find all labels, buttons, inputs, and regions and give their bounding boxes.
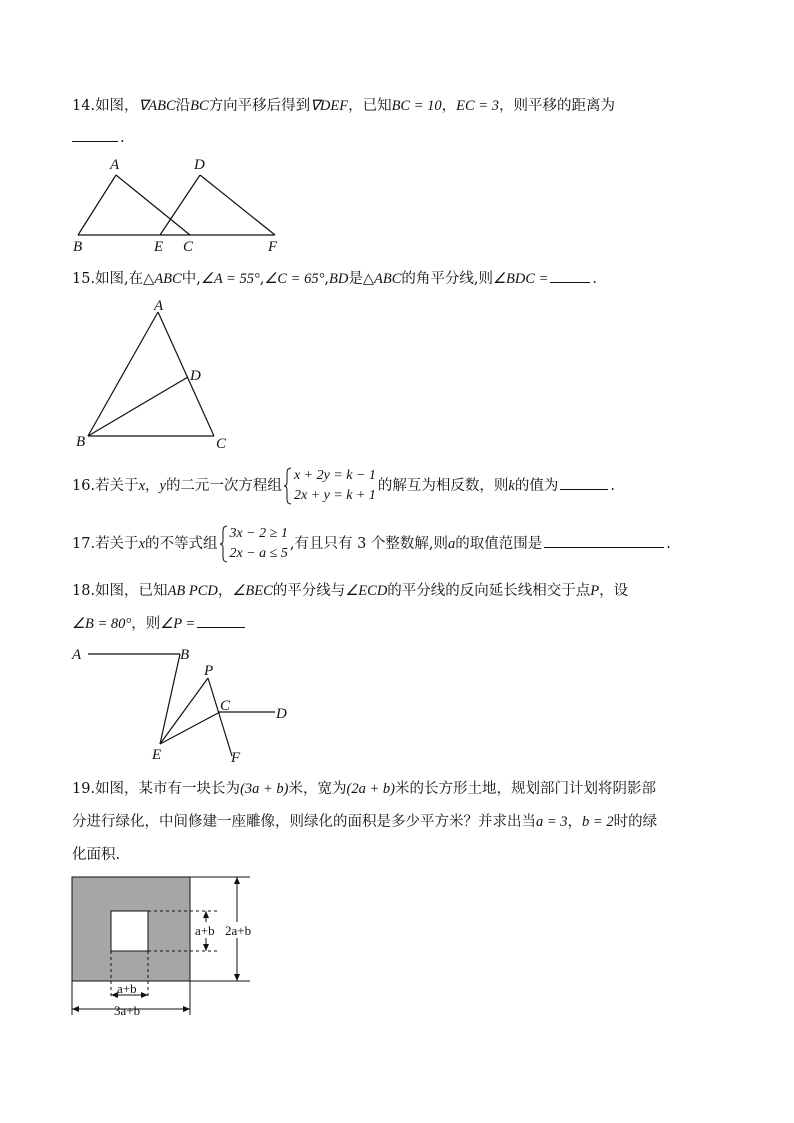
q16-answer-blank[interactable] <box>560 475 608 490</box>
q18-label-e: E <box>152 747 162 763</box>
q18-label-b: B <box>180 647 190 663</box>
q14-label-a: A <box>110 157 120 173</box>
q15-label-a: A <box>154 298 164 314</box>
q17-brace-icon <box>220 525 228 563</box>
q17-inequality-system <box>220 524 288 564</box>
q14-label-b: B <box>73 239 83 255</box>
q19-inner-width-label: a+b <box>117 981 137 996</box>
q18-label-f: F <box>231 750 241 766</box>
q16-brace-icon <box>284 467 292 505</box>
q15-text: 15.如图,在△ABC中,∠A = 55°,∠C = 65°,BD是△ABC的角平分线,则∠BDC = . <box>72 268 597 289</box>
q18-label-c: C <box>220 698 231 714</box>
q16-eq-1: x + 2y = k − 1 <box>293 468 376 483</box>
q15-label-b: B <box>76 434 86 450</box>
q19-outer-width-label: 3a+b <box>114 1003 141 1018</box>
q14-label-f: F <box>268 239 278 255</box>
q15-label-c: C <box>216 436 227 452</box>
q14-text: 14.如图，∇ABC沿BC方向平移后得到∇DEF，已知BC = 10，EC = 3，则平移的距离为 <box>72 98 615 114</box>
q17-ineq-2: 2x − a ≤ 5 <box>229 546 288 561</box>
q17-ineq-1: 3x − 2 ≥ 1 <box>229 526 288 541</box>
q18-text-line-1: 18.如图，已知AB PCD，∠BEC的平分线与∠ECD的平分线的反向延长线相交于点P，设 <box>72 583 629 599</box>
q16-eq-2: 2x + y = k + 1 <box>293 488 376 503</box>
q18-text-line-2: ∠B = 80°，则∠P = <box>72 613 247 634</box>
q19-statue-square <box>111 911 148 951</box>
q18-label-p: P <box>204 663 214 679</box>
q14-label-c: C <box>183 239 194 255</box>
q15-figure <box>72 298 242 453</box>
q18-answer-blank[interactable] <box>197 613 245 628</box>
q14-label-e: E <box>154 239 164 255</box>
q17-text: 17.若关于x的不等式组 3x − 2 ≥ 1 2x − a ≤ 5 ,有且只有 3 个整数解,则a的取值范围是 . <box>72 524 671 564</box>
q14-answer-line: . <box>72 127 125 148</box>
q19-text-line-2: 分进行绿化，中间修建一座雕像，则绿化的面积是多少平方米？并求出当a = 3，b = 2时的绿 <box>72 814 658 830</box>
q18-figure <box>70 640 300 770</box>
q15-label-d: D <box>190 368 201 384</box>
q15-answer-blank[interactable] <box>550 268 590 283</box>
q14-label-d: D <box>194 157 205 173</box>
q16-equation-system <box>284 466 376 506</box>
q16-text: 16.若关于x，y的二元一次方程组 x + 2y = k − 1 2x + y = k + 1 的解互为相反数，则k的值为 . <box>72 466 615 506</box>
q19-text-line-1: 19.如图，某市有一块长为(3a + b)米，宽为(2a + b)米的长方形土地，规划部门计划将阴影部 <box>72 781 656 797</box>
q14-answer-blank[interactable] <box>72 127 118 142</box>
q19-inner-height-label: a+b <box>195 923 215 938</box>
q19-text-line-3: 化面积. <box>72 847 121 863</box>
q18-label-a: A <box>72 647 82 663</box>
q14-figure <box>70 155 290 255</box>
q19-outer-height-label: 2a+b <box>225 923 252 938</box>
q19-figure <box>70 875 270 1020</box>
q18-label-d: D <box>276 706 287 722</box>
q17-answer-blank[interactable] <box>544 533 664 548</box>
